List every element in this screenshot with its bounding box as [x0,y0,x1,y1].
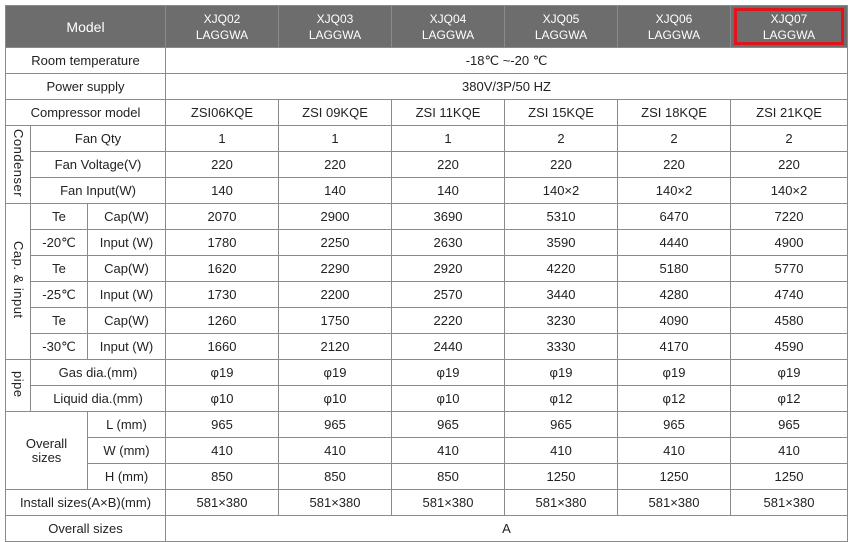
te-temp-label: -20℃ [31,230,88,256]
row-power-supply [6,74,848,100]
width-value: 410 [731,438,848,464]
row-input-30 [6,334,848,360]
row-overall-sizes [6,516,848,542]
power-supply-value: 380V/3P/50 HZ [166,74,848,100]
model-code: XJQ07 [770,11,808,26]
model-header-cell-highlighted [731,6,848,48]
row-cap-30 [6,308,848,334]
row-fan-qty [6,126,848,152]
model-code: XJQ04 [429,11,467,26]
height-value: 850 [392,464,505,490]
fan-input-value: 140 [166,178,279,204]
row-input-25 [6,282,848,308]
overall-sizes-value: A [166,516,848,542]
overall-sizes-label: Overall sizes [6,516,166,542]
compressor-model-value: ZSI 11KQE [392,100,505,126]
gas-dia-value: φ19 [279,360,392,386]
compressor-model-value: ZSI 09KQE [279,100,392,126]
row-install-sizes [6,490,848,516]
height-label: H (mm) [88,464,166,490]
model-header-cell [279,6,392,48]
height-value: 850 [279,464,392,490]
cap-value: 4090 [618,308,731,334]
pipe-group-text: pipe [11,370,26,398]
compressor-model-value: ZSI 21KQE [731,100,848,126]
fan-qty-value: 1 [166,126,279,152]
height-value: 850 [166,464,279,490]
overall-sizes-line2: sizes [31,449,62,465]
fan-input-value: 140×2 [731,178,848,204]
compressor-model-label: Compressor model [6,100,166,126]
input-value: 1660 [166,334,279,360]
height-value: 1250 [618,464,731,490]
row-compressor-model [6,100,848,126]
model-header-cell [505,6,618,48]
width-value: 410 [166,438,279,464]
room-temperature-value: -18℃ ~-20 ℃ [166,48,848,74]
row-length [6,412,848,438]
te-temp-label: -30℃ [31,334,88,360]
row-input-20 [6,230,848,256]
gas-dia-label: Gas dia.(mm) [31,360,166,386]
install-sizes-label: Install sizes(A×B)(mm) [6,490,166,516]
cap-value: 1750 [279,308,392,334]
input-value: 4740 [731,282,848,308]
model-suffix: LAGGWA [195,27,249,42]
fan-voltage-value: 220 [731,152,848,178]
cap-input-group-text: Cap. & input [11,241,26,319]
cap-label: Cap(W) [88,204,166,230]
row-room-temperature [6,48,848,74]
width-value: 410 [618,438,731,464]
model-code: XJQ02 [203,11,241,26]
fan-qty-value: 1 [392,126,505,152]
length-value: 965 [392,412,505,438]
cap-value: 1260 [166,308,279,334]
liquid-dia-label: Liquid dia.(mm) [31,386,166,412]
width-label: W (mm) [88,438,166,464]
input-value: 2250 [279,230,392,256]
overall-sizes-group-label [6,412,88,490]
gas-dia-value: φ19 [392,360,505,386]
fan-input-label: Fan Input(W) [31,178,166,204]
te-label: Te [31,256,88,282]
width-value: 410 [505,438,618,464]
power-supply-label: Power supply [6,74,166,100]
cap-value: 7220 [731,204,848,230]
fan-input-value: 140×2 [618,178,731,204]
cap-value: 2290 [279,256,392,282]
te-label: Te [31,308,88,334]
fan-voltage-value: 220 [166,152,279,178]
install-sizes-value: 581×380 [731,490,848,516]
fan-qty-value: 2 [505,126,618,152]
liquid-dia-value: φ10 [279,386,392,412]
input-value: 3440 [505,282,618,308]
fan-qty-value: 2 [731,126,848,152]
input-value: 4440 [618,230,731,256]
length-label: L (mm) [88,412,166,438]
cap-value: 1620 [166,256,279,282]
width-value: 410 [392,438,505,464]
gas-dia-value: φ19 [505,360,618,386]
pipe-group-label [6,360,31,412]
fan-qty-label: Fan Qty [31,126,166,152]
width-value: 410 [279,438,392,464]
model-header: Model [6,6,166,48]
condenser-group-text: Condenser [11,128,26,198]
input-value: 4280 [618,282,731,308]
install-sizes-value: 581×380 [279,490,392,516]
fan-qty-value: 2 [618,126,731,152]
input-value: 2120 [279,334,392,360]
install-sizes-value: 581×380 [505,490,618,516]
fan-input-value: 140 [392,178,505,204]
height-value: 1250 [731,464,848,490]
fan-input-value: 140 [279,178,392,204]
fan-input-value: 140×2 [505,178,618,204]
header-row [6,6,848,48]
liquid-dia-value: φ12 [618,386,731,412]
input-value: 2440 [392,334,505,360]
row-gas-dia [6,360,848,386]
cap-value: 3690 [392,204,505,230]
input-value: 2570 [392,282,505,308]
model-header-cell [618,6,731,48]
input-label: Input (W) [88,230,166,256]
model-header-cell [392,6,505,48]
gas-dia-value: φ19 [618,360,731,386]
model-header-cell [166,6,279,48]
row-fan-input [6,178,848,204]
length-value: 965 [279,412,392,438]
liquid-dia-value: φ12 [505,386,618,412]
cap-value: 5180 [618,256,731,282]
cap-value: 2220 [392,308,505,334]
condenser-group-label [6,126,31,204]
te-label: Te [31,204,88,230]
cap-value: 2900 [279,204,392,230]
input-value: 1730 [166,282,279,308]
cap-label: Cap(W) [88,308,166,334]
compressor-model-value: ZSI06KQE [166,100,279,126]
model-suffix: LAGGWA [308,27,362,42]
compressor-model-value: ZSI 15KQE [505,100,618,126]
row-height [6,464,848,490]
model-code: XJQ06 [655,11,693,26]
cap-value: 5770 [731,256,848,282]
cap-value: 2920 [392,256,505,282]
row-cap-25 [6,256,848,282]
input-value: 4170 [618,334,731,360]
input-value: 3590 [505,230,618,256]
cap-value: 4220 [505,256,618,282]
gas-dia-value: φ19 [731,360,848,386]
length-value: 965 [731,412,848,438]
fan-voltage-value: 220 [618,152,731,178]
liquid-dia-value: φ10 [166,386,279,412]
fan-voltage-value: 220 [505,152,618,178]
length-value: 965 [505,412,618,438]
input-label: Input (W) [88,282,166,308]
input-value: 3330 [505,334,618,360]
input-value: 1780 [166,230,279,256]
height-value: 1250 [505,464,618,490]
input-value: 2630 [392,230,505,256]
cap-value: 5310 [505,204,618,230]
input-value: 2200 [279,282,392,308]
te-temp-label: -25℃ [31,282,88,308]
install-sizes-value: 581×380 [166,490,279,516]
compressor-model-value: ZSI 18KQE [618,100,731,126]
model-code: XJQ05 [542,11,580,26]
input-value: 4900 [731,230,848,256]
input-label: Input (W) [88,334,166,360]
cap-input-group-label [6,204,31,360]
cap-value: 6470 [618,204,731,230]
room-temperature-label: Room temperature [6,48,166,74]
model-suffix: LAGGWA [647,27,701,42]
model-code: XJQ03 [316,11,354,26]
cap-value: 2070 [166,204,279,230]
input-value: 4590 [731,334,848,360]
fan-voltage-value: 220 [279,152,392,178]
row-liquid-dia [6,386,848,412]
model-suffix: LAGGWA [421,27,475,42]
cap-label: Cap(W) [88,256,166,282]
fan-voltage-value: 220 [392,152,505,178]
gas-dia-value: φ19 [166,360,279,386]
length-value: 965 [618,412,731,438]
liquid-dia-value: φ12 [731,386,848,412]
spec-table [5,5,848,542]
install-sizes-value: 581×380 [618,490,731,516]
length-value: 965 [166,412,279,438]
model-suffix: LAGGWA [534,27,588,42]
row-width [6,438,848,464]
cap-value: 4580 [731,308,848,334]
model-suffix: LAGGWA [762,27,816,42]
liquid-dia-value: φ10 [392,386,505,412]
fan-qty-value: 1 [279,126,392,152]
install-sizes-value: 581×380 [392,490,505,516]
overall-sizes-line1: Overall [25,435,68,451]
row-fan-voltage [6,152,848,178]
fan-voltage-label: Fan Voltage(V) [31,152,166,178]
row-cap-20 [6,204,848,230]
cap-value: 3230 [505,308,618,334]
